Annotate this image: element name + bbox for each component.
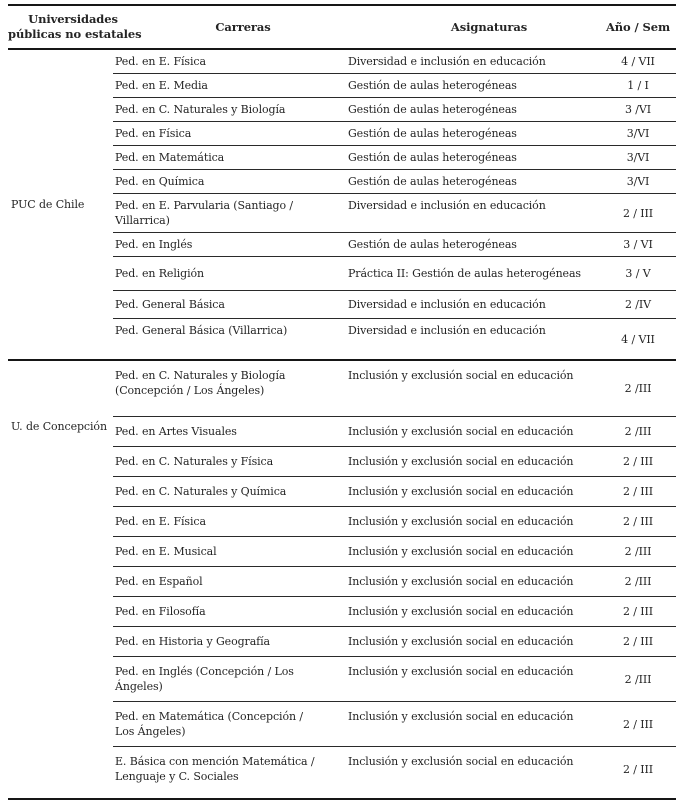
section-rows [113, 361, 676, 798]
asignatura-cell: Inclusión y exclusión social en educación [348, 575, 574, 588]
carrera-cell: E. Básica con mención Matemática / Lenguaje y C. Sociales [115, 755, 315, 783]
anio-sem-cell: 3/VI [626, 175, 650, 188]
university-label: U. de Concepción [11, 420, 107, 433]
anio-sem-cell: 2 / III [622, 635, 654, 648]
table-row [113, 536, 676, 566]
table-row [113, 145, 676, 169]
table-row [113, 50, 676, 73]
carrera-cell: Ped. en E. Parvularia (Santiago / Villarrica) [115, 199, 294, 227]
asignatura-cell: Gestión de aulas heterogéneas [348, 151, 517, 164]
table-row [113, 169, 676, 193]
carrera-cell: Ped. en Inglés [115, 238, 193, 251]
anio-sem-cell: 2 /III [624, 382, 652, 395]
anio-sem-cell: 4 / VII [621, 55, 655, 68]
carrera-cell: Ped. en Artes Visuales [115, 425, 237, 438]
asignatura-cell: Diversidad e inclusión en educación [348, 55, 546, 68]
anio-sem-cell: 3/VI [626, 127, 650, 140]
asignatura-cell: Gestión de aulas heterogéneas [348, 79, 517, 92]
carrera-cell: Ped. en E. Física [115, 55, 206, 68]
table-row [113, 361, 676, 416]
asignatura-cell: Gestión de aulas heterogéneas [348, 175, 517, 188]
carrera-cell: Ped. en Filosofía [115, 605, 206, 618]
anio-sem-cell: 4 / VII [621, 332, 655, 346]
asignatura-cell: Inclusión y exclusión social en educación [348, 425, 574, 438]
table-row [113, 416, 676, 446]
asignatura-cell: Diversidad e inclusión en educación [348, 324, 546, 337]
col-header-universidades-line1: Universidades [28, 12, 118, 26]
carrera-cell: Ped. en Física [115, 127, 192, 140]
table-row [113, 446, 676, 476]
table-row [113, 193, 676, 232]
carrera-cell: Ped. en E. Media [115, 79, 208, 92]
asignatura-cell: Práctica II: Gestión de aulas heterogéneas [348, 267, 581, 280]
anio-sem-cell: 2 /III [624, 425, 652, 438]
table-row [113, 626, 676, 656]
table-row [113, 256, 676, 290]
table-row [113, 73, 676, 97]
asignatura-cell: Inclusión y exclusión social en educación [348, 665, 574, 678]
table-row [113, 318, 676, 359]
anio-sem-cell: 2 /III [624, 575, 652, 588]
asignatura-cell: Inclusión y exclusión social en educación [348, 515, 574, 528]
universities-courses-table [8, 4, 676, 800]
anio-sem-cell: 2 /III [624, 545, 652, 558]
anio-sem-cell: 3 / V [625, 267, 651, 280]
col-header-asignaturas: Asignaturas [450, 19, 528, 34]
anio-sem-cell: 2 / III [622, 515, 654, 528]
asignatura-cell: Inclusión y exclusión social en educación [348, 485, 574, 498]
asignatura-cell: Inclusión y exclusión social en educación [348, 455, 574, 468]
table-row [113, 476, 676, 506]
carrera-cell: Ped. en Inglés (Concepción / Los Ángeles) [115, 665, 294, 693]
asignatura-cell: Gestión de aulas heterogéneas [348, 238, 517, 251]
university-section [8, 50, 676, 359]
col-header-universidades [8, 12, 142, 42]
carrera-cell: Ped. en C. Naturales y Física [115, 455, 274, 468]
carrera-cell: Ped. en Matemática [115, 151, 225, 164]
col-header-carreras: Carreras [215, 19, 271, 34]
table-row [113, 596, 676, 626]
asignatura-cell: Inclusión y exclusión social en educación [348, 369, 574, 382]
col-header-anio-sem: Año / Sem [605, 19, 671, 34]
carrera-cell: Ped. en C. Naturales y Biología [115, 103, 286, 116]
anio-sem-cell: 1 / I [627, 79, 649, 92]
university-cell [8, 361, 113, 798]
anio-sem-cell: 3 / VI [623, 238, 653, 251]
university-label: PUC de Chile [11, 198, 85, 211]
carrera-cell: Ped. en Español [115, 575, 203, 588]
carrera-cell: Ped. General Básica (Villarrica) [115, 324, 288, 337]
anio-sem-cell: 2 /III [624, 672, 652, 686]
table-row [113, 656, 676, 701]
table-row [113, 506, 676, 536]
asignatura-cell: Inclusión y exclusión social en educación [348, 605, 574, 618]
table-row [113, 97, 676, 121]
carrera-cell: Ped. en Química [115, 175, 205, 188]
anio-sem-cell: 2 / III [622, 485, 654, 498]
asignatura-cell: Gestión de aulas heterogéneas [348, 127, 517, 140]
table-row [113, 121, 676, 145]
university-section [8, 359, 676, 798]
carrera-cell: Ped. en Matemática (Concepción / Los Ángeles) [115, 710, 303, 738]
asignatura-cell: Diversidad e inclusión en educación [348, 298, 546, 311]
carrera-cell: Ped. en C. Naturales y Química [115, 485, 287, 498]
anio-sem-cell: 3/VI [626, 151, 650, 164]
anio-sem-cell: 2 / III [622, 605, 654, 618]
table-row [113, 566, 676, 596]
asignatura-cell: Inclusión y exclusión social en educación [348, 545, 574, 558]
carrera-cell: Ped. en Religión [115, 267, 205, 280]
anio-sem-cell: 3 /VI [625, 103, 651, 116]
carrera-cell: Ped. en C. Naturales y Biología (Concepción / Los Ángeles) [115, 369, 286, 397]
carrera-cell: Ped. en E. Física [115, 515, 206, 528]
table-body [8, 50, 676, 798]
anio-sem-cell: 2 / III [622, 206, 654, 220]
table-row [113, 701, 676, 746]
anio-sem-cell: 2 /IV [625, 298, 651, 311]
section-rows [113, 50, 676, 359]
asignatura-cell: Gestión de aulas heterogéneas [348, 103, 517, 116]
anio-sem-cell: 2 / III [622, 762, 654, 776]
anio-sem-cell: 2 / III [622, 455, 654, 468]
asignatura-cell: Inclusión y exclusión social en educación [348, 635, 574, 648]
carrera-cell: Ped. en Historia y Geografía [115, 635, 271, 648]
university-cell [8, 50, 113, 359]
header-row [8, 6, 676, 50]
anio-sem-cell: 2 / III [622, 717, 654, 731]
table-row [113, 746, 676, 798]
table-row [113, 290, 676, 318]
asignatura-cell: Inclusión y exclusión social en educación [348, 755, 574, 768]
asignatura-cell: Inclusión y exclusión social en educación [348, 710, 574, 723]
carrera-cell: Ped. en E. Musical [115, 545, 217, 558]
col-header-universidades-line2: públicas no estatales [8, 27, 142, 41]
carrera-cell: Ped. General Básica [115, 298, 225, 311]
asignatura-cell: Diversidad e inclusión en educación [348, 199, 546, 212]
table-row [113, 232, 676, 256]
